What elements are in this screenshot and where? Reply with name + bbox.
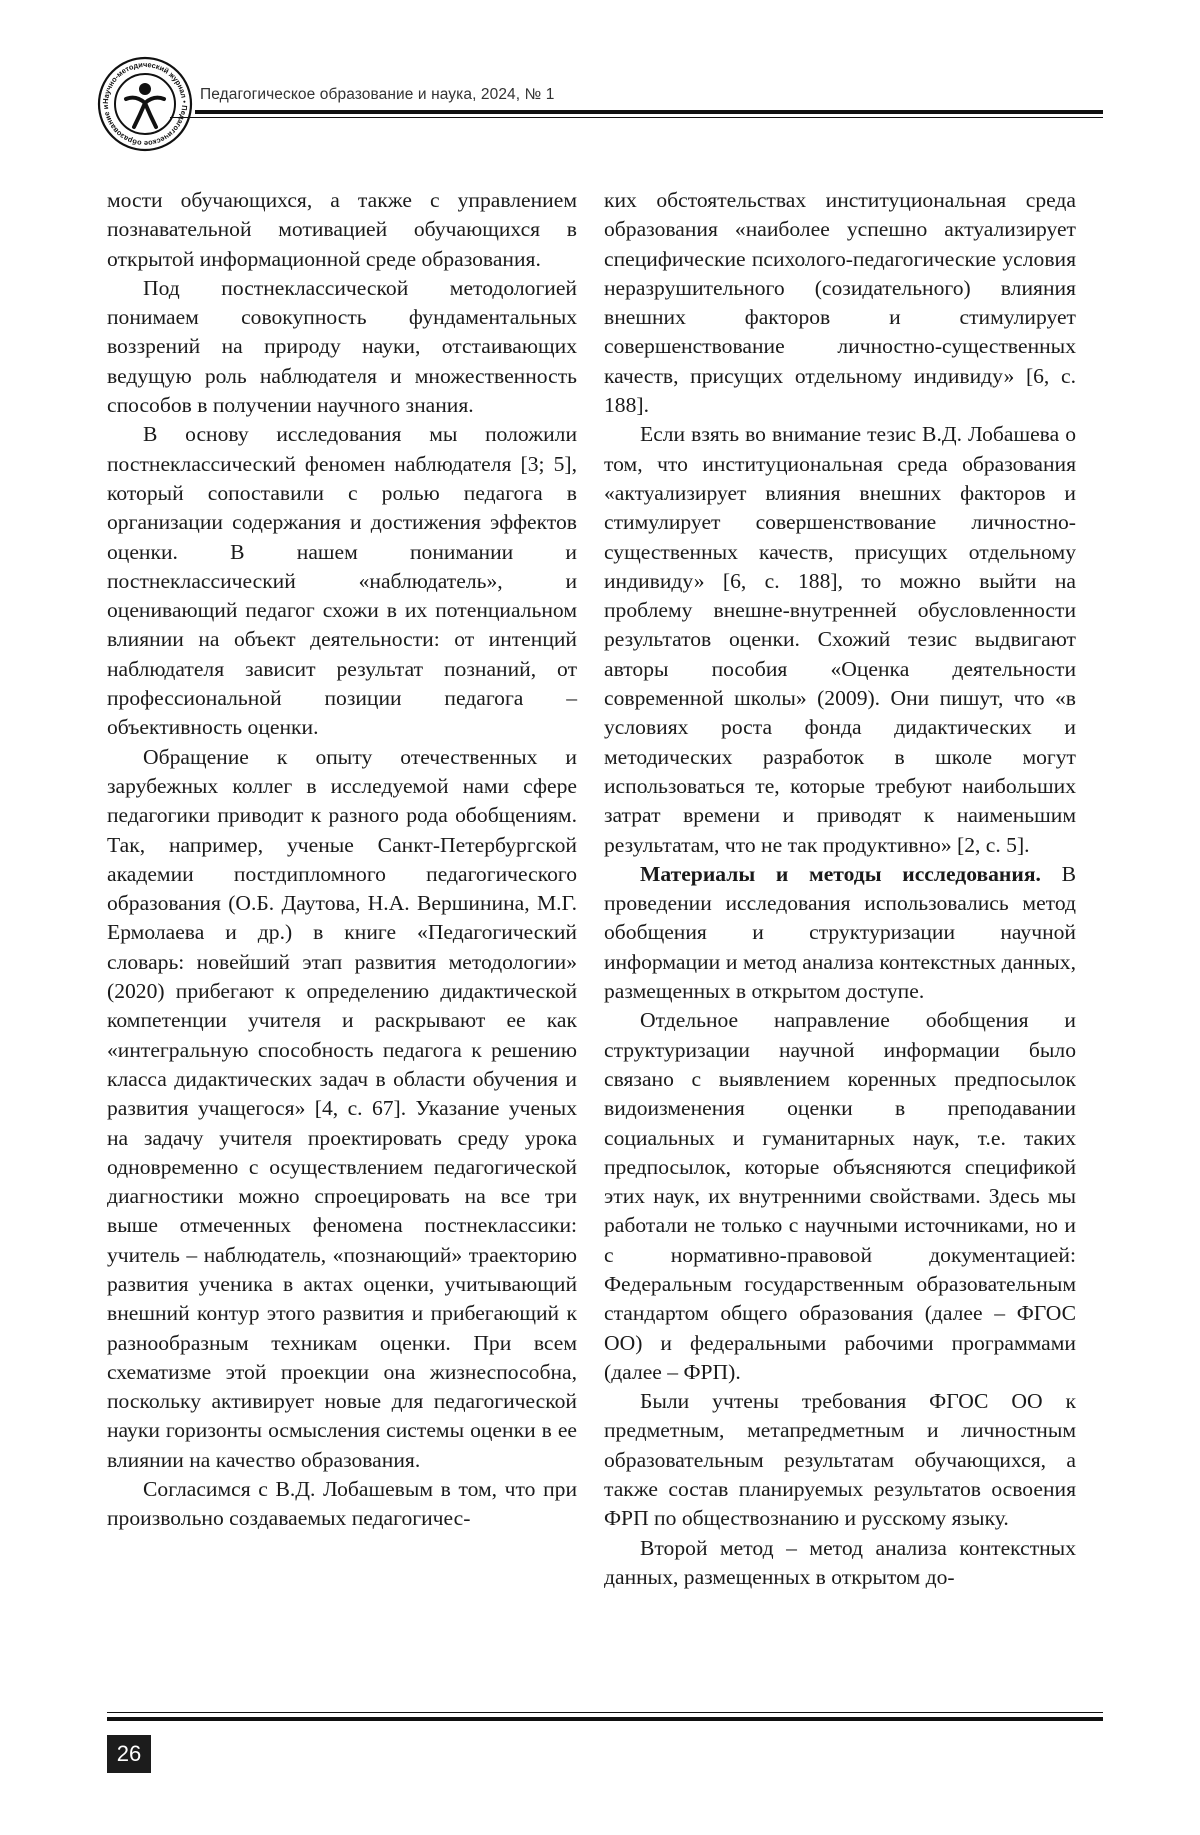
body-paragraph: Под постнеклассической методологией понимаем совокупность фундаментальных воззрений на природу науки, отстаивающих ведущую роль наблюдателя и множественность способов в получении научного знания. <box>107 275 577 418</box>
body-paragraph: Обращение к опыту отечественных и зарубежных коллег в исследуемой нами сфере педагогики приводит к разного рода обобщениям. Так, например, ученые Санкт-Петербургской академии постдипломного педагогического образования (О.Б. Даутова, Н.А. Вершинина, М.Г. Ермолаева и др.) в книге «Педагогический словарь: новейший этап развития методологии» (2020) прибегают к определению дидактической компетенции учителя и раскрывают ее как «интегральную способность педагога к решению класса дидактических задач в области обучения и развития учащегося» [4, с. 67]. Указание ученых на задачу учителя проектировать среду урока одновременно с осуществлением педагогической диагностики можно спроецировать на все три выше отмеченных феномена постнеклассики: учитель – наблюдатель, «познающий» траекторию развития ученика в актах оценки, учитывающий внешний контур этого развития и прибегающий к разнообразным техникам оценки. При всем схематизме этой проекции она жизнеспособна, поскольку активирует новые для педагогической науки горизонты осмысления системы оценки в ее влиянии на качество образования. <box>107 744 577 1472</box>
page-number: 26 <box>107 1735 151 1773</box>
body-paragraph: Согласимся с В.Д. Лобашевым в том, что при произвольно создаваемых педагогичес- <box>107 1477 577 1531</box>
left-column <box>107 186 577 1534</box>
journal-logo <box>96 55 194 153</box>
right-column <box>604 186 1076 1592</box>
header-rule-thick <box>195 110 1103 114</box>
body-paragraph: ких обстоятельствах институциональная среда образования «наиболее успешно актуализирует специфические психолого-педагогические условия неразрушительного (созидательного) влияния внешних факторов и стимулирует совершенствование личностно-существенных качеств, присущих отдельному индивиду» [6, с. 188]. <box>604 188 1076 418</box>
body-paragraph: Если взять во внимание тезис В.Д. Лобашева о том, что институциональная среда образования «актуализирует влияния внешних факторов и стимулирует совершенствование личностно-существенных качеств, присущих отдельному индивиду» [6, с. 188], то можно выйти на проблему внешне-внутренней обусловленности результатов оценки. Схожий тезис выдвигают авторы пособия «Оценка деятельности современной школы» (2009). Они пишут, что «в условиях роста фонда дидактических и методических разработок в школе могут использоваться те, которые требуют наибольших затрат времени и приводят к наименьшим результатам, что не так продуктивно» [2, с. 5]. <box>604 422 1076 857</box>
body-paragraph: В основу исследования мы положили постнеклассический феномен наблюдателя [3; 5], который сопоставили с ролью педагога в организации содержания и достижения эффектов оценки. В нашем понимании и постнеклассический «наблюдатель», и оценивающий педагог схожи в их потенциальном влиянии на объект деятельности: от интенций наблюдателя зависит результат познаний, от профессиональной позиции педагога – объективность оценки. <box>107 422 577 740</box>
body-paragraph: Были учтены требования ФГОС ОО к предметным, метапредметным и личностным образовательным результатам обучающихся, а также состав планируемых результатов освоения ФРП по обществознанию и русскому языку. <box>604 1389 1076 1531</box>
section-heading: Материалы и методы исследования. <box>640 861 1041 886</box>
body-paragraph: Отдельное направление обобщения и структуризации научной информации было связано с выявлением коренных предпосылок видоизменения оценки в преподавании социальных и гуманитарных наук, т.е. таких предпосылок, которые объясняются спецификой этих наук, их внутренними свойствами. Здесь мы работали не только с научными источниками, но и с нормативно-правовой документацией: Федеральным государственным образовательным стандартом общего образования (далее – ФГОС ОО) и федеральными рабочими программами (далее – ФРП). <box>604 1008 1076 1384</box>
footer-rule-thin <box>107 1712 1103 1713</box>
running-head: Педагогическое образование и наука, 2024, № 1 <box>200 86 555 103</box>
section-heading-paragraph <box>604 860 1076 1006</box>
footer-rule-thick <box>107 1717 1103 1721</box>
logo-ring-text: Научно-методический журнал • Пе агогическое образование и <box>100 59 190 149</box>
section-heading-text: В проведении исследования использовались метод обобщения и структуризации научной информации и метод анализа контекстных данных, размещенных в открытом доступе. <box>604 861 1076 1004</box>
body-paragraph: Второй метод – метод анализа контекстных данных, размещенных в открытом до- <box>604 1535 1076 1589</box>
body-paragraph: мости обучающихся, а также с управлением познавательной мотивацией обучающихся в открытой информационной среде образования. <box>107 188 577 271</box>
header-rule-thin <box>170 117 1103 118</box>
